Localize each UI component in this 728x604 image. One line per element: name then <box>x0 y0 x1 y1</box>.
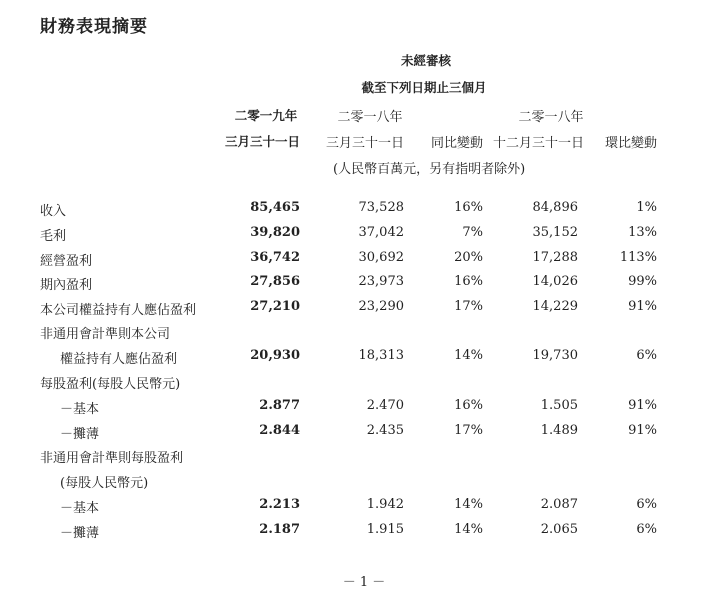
row-value-col1: 1.915 <box>366 522 404 537</box>
row-value-col4: 13% <box>628 225 657 240</box>
table-row <box>0 225 728 249</box>
row-label: 毛利 <box>40 229 67 244</box>
row-value-col0: 39,820 <box>250 225 300 240</box>
row-value-col4: 6% <box>636 348 657 363</box>
row-value-col2: 17% <box>454 299 483 314</box>
row-value-col2: 20% <box>454 250 483 265</box>
row-value-col3: 84,896 <box>532 200 578 215</box>
row-value-col0: 27,210 <box>250 299 300 314</box>
row-value-col3: 2.087 <box>540 497 578 512</box>
row-value-col0: 27,856 <box>250 274 300 289</box>
row-label: 非通用會計準則本公司 <box>40 327 171 342</box>
col0-year: 二零一九年 <box>234 108 298 123</box>
table-row <box>0 323 728 347</box>
row-value-col1: 30,692 <box>358 250 404 265</box>
row-value-col2: 16% <box>454 274 483 289</box>
row-value-col0: 20,930 <box>250 348 300 363</box>
row-value-col3: 2.065 <box>540 522 578 537</box>
table-row <box>0 250 728 274</box>
row-label: 非通用會計準則每股盈利 <box>40 451 184 466</box>
col0-date: 三月三十一日 <box>224 134 300 149</box>
col1-year: 二零一八年 <box>337 110 403 125</box>
row-label: －攤薄 <box>60 526 100 541</box>
table-row <box>0 447 728 471</box>
row-value-col1: 23,973 <box>358 274 404 289</box>
row-value-col4: 99% <box>628 274 657 289</box>
unaudited-header: 未經審核 <box>400 53 452 68</box>
row-value-col3: 35,152 <box>532 225 578 240</box>
row-label: 經營盈利 <box>40 254 93 269</box>
row-value-col1: 18,313 <box>358 348 404 363</box>
page-title: 財務表現摘要 <box>40 17 148 37</box>
row-value-col2: 7% <box>462 225 483 240</box>
row-value-col4: 6% <box>636 522 657 537</box>
row-value-col3: 14,229 <box>532 299 578 314</box>
row-value-col1: 2.470 <box>366 398 404 413</box>
row-value-col1: 1.942 <box>366 497 404 512</box>
row-label: －基本 <box>60 501 100 516</box>
row-value-col2: 16% <box>454 398 483 413</box>
col4-header: 環比變動 <box>604 136 657 151</box>
row-label: 收入 <box>40 204 67 219</box>
row-value-col3: 17,288 <box>532 250 578 265</box>
table-row <box>0 497 728 521</box>
row-label: －攤薄 <box>60 427 100 442</box>
row-label: 本公司權益持有人應佔盈利 <box>40 303 197 318</box>
table-row <box>0 274 728 298</box>
row-value-col4: 1% <box>636 200 657 215</box>
row-value-col0: 2.187 <box>259 522 300 537</box>
table-row <box>0 398 728 422</box>
row-value-col4: 91% <box>628 423 657 438</box>
row-value-col0: 2.877 <box>259 398 300 413</box>
row-label: 每股盈利(每股人民幣元) <box>40 377 181 392</box>
col3-date: 十二月三十一日 <box>492 136 584 151</box>
row-value-col3: 1.489 <box>540 423 578 438</box>
row-value-col1: 2.435 <box>366 423 404 438</box>
table-row <box>0 522 728 546</box>
table-row <box>0 299 728 323</box>
row-value-col3: 1.505 <box>540 398 578 413</box>
row-value-col3: 14,026 <box>532 274 578 289</box>
row-value-col4: 6% <box>636 497 657 512</box>
row-value-col2: 14% <box>454 497 483 512</box>
row-value-col0: 2.844 <box>259 423 300 438</box>
row-value-col4: 91% <box>628 398 657 413</box>
row-value-col1: 73,528 <box>358 200 404 215</box>
row-value-col2: 17% <box>454 423 483 438</box>
table-row <box>0 423 728 447</box>
row-label: －基本 <box>60 402 100 417</box>
row-value-col0: 85,465 <box>250 200 300 215</box>
row-value-col0: 2.213 <box>259 497 300 512</box>
col2-header: 同比變動 <box>430 136 483 151</box>
table-row <box>0 200 728 224</box>
col1-date: 三月三十一日 <box>325 136 404 151</box>
row-value-col4: 91% <box>628 299 657 314</box>
row-value-col2: 14% <box>454 522 483 537</box>
row-value-col2: 16% <box>454 200 483 215</box>
row-label: 期內盈利 <box>40 278 93 293</box>
row-value-col1: 23,290 <box>358 299 404 314</box>
table-row <box>0 472 728 496</box>
table-row <box>0 348 728 372</box>
col3-year: 二零一八年 <box>518 110 584 125</box>
row-value-col4: 113% <box>619 250 657 265</box>
unit-note: (人民幣百萬元，另有指明者除外) <box>333 162 526 177</box>
row-value-col0: 36,742 <box>250 250 300 265</box>
table-row <box>0 373 728 397</box>
row-value-col1: 37,042 <box>358 225 404 240</box>
row-value-col2: 14% <box>454 348 483 363</box>
page-number: － 1 － <box>342 575 386 590</box>
row-label: (每股人民幣元) <box>60 476 149 491</box>
period-header: 截至下列日期止三個月 <box>361 80 487 95</box>
row-label: 權益持有人應佔盈利 <box>60 352 178 367</box>
row-value-col3: 19,730 <box>532 348 578 363</box>
